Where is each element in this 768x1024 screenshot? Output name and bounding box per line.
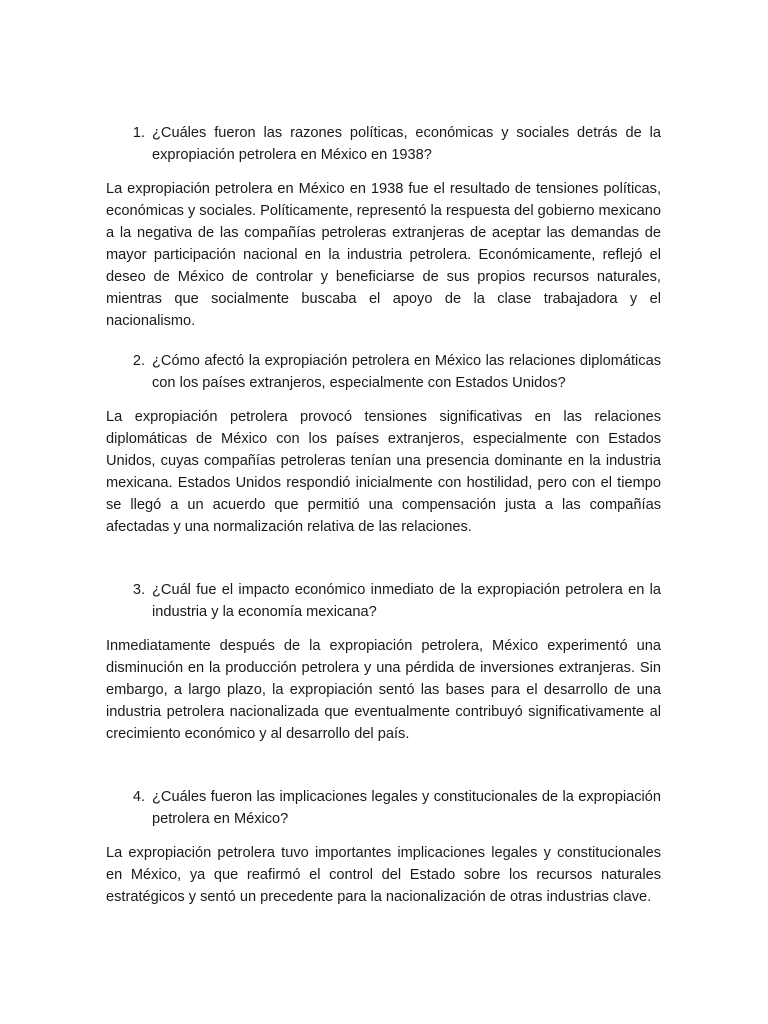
qa-section-4 bbox=[106, 786, 661, 908]
question-number: 1. bbox=[132, 125, 145, 141]
question-3 bbox=[106, 579, 661, 623]
question-text: ¿Cómo afectó la expropiación petrolera en México las relaciones diplomáticas con los países extranjeros, especialmente con Estados Unidos? bbox=[152, 353, 661, 391]
answer-3: Inmediatamente después de la expropiación petrolera, México experimentó una disminución en la producción petrolera y una pérdida de inversiones extranjeras. Sin embargo, a largo plazo, la expropiación sentó las bases para el desarrollo de una industria petrolera nacionalizada que eventualmente contribuyó significativamente al crecimiento económico y al desarrollo del país. bbox=[106, 638, 661, 742]
question-number: 2. bbox=[132, 353, 145, 369]
question-number: 4. bbox=[132, 789, 145, 805]
question-4 bbox=[106, 786, 661, 830]
qa-section-2 bbox=[106, 350, 661, 538]
qa-section-3 bbox=[106, 579, 661, 745]
question-text: ¿Cuál fue el impacto económico inmediato de la expropiación petrolera en la industria y la economía mexicana? bbox=[152, 582, 661, 620]
qa-section-1 bbox=[106, 122, 661, 332]
question-text: ¿Cuáles fueron las razones políticas, económicas y sociales detrás de la expropiación petrolera en México en 1938? bbox=[152, 125, 661, 163]
question-text: ¿Cuáles fueron las implicaciones legales y constitucionales de la expropiación petrolera en México? bbox=[152, 789, 661, 827]
question-1 bbox=[106, 122, 661, 166]
answer-4: La expropiación petrolera tuvo importantes implicaciones legales y constitucionales en México, ya que reafirmó el control del Estado sobre los recursos naturales estratégicos y sentó un precedente para la nacionalización de otras industrias clave. bbox=[106, 845, 661, 905]
answer-1: La expropiación petrolera en México en 1938 fue el resultado de tensiones políticas, económicas y sociales. Políticamente, representó la respuesta del gobierno mexicano a la negativa de las compañías petroleras extranjeras de aceptar las demandas de mayor participación nacional en la industria petrolera. Económicamente, reflejó el deseo de México de controlar y beneficiarse de sus propios recursos naturales, mientras que socialmente buscaba el apoyo de la clase trabajadora y el nacionalismo. bbox=[106, 181, 661, 329]
answer-2: La expropiación petrolera provocó tensiones significativas en las relaciones diplomáticas de México con los países extranjeros, especialmente con Estados Unidos, cuyas compañías petroleras tenían una presencia dominante en la industria mexicana. Estados Unidos respondió inicialmente con hostilidad, pero con el tiempo se llegó a un acuerdo que permitió una compensación justa a las compañías afectadas y una normalización relativa de las relaciones. bbox=[106, 409, 661, 535]
question-number: 3. bbox=[132, 582, 145, 598]
question-2 bbox=[106, 350, 661, 394]
